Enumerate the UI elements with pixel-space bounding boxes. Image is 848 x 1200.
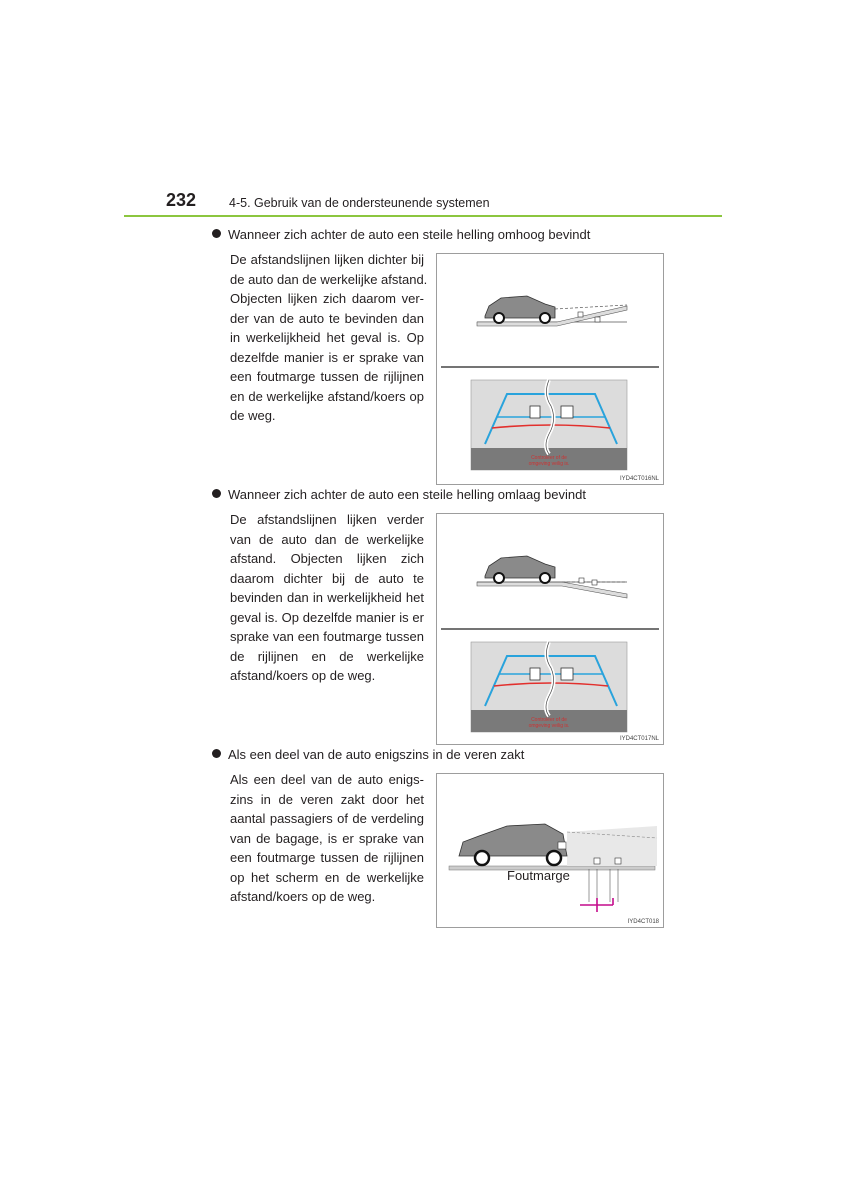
paragraph-suspension	[230, 770, 424, 907]
figure-code: IYD4CT017NL	[619, 736, 659, 742]
text-line: aantal passagiers of de verdeling	[230, 811, 424, 826]
bullet-heading-uphill	[212, 227, 590, 242]
slope-ground	[477, 582, 627, 598]
text-line: de rijlijnen en de werkelijke	[230, 648, 424, 664]
text-line: de weg.	[230, 408, 276, 423]
figure-downhill	[436, 513, 664, 745]
text-line: daarom dichter bij de auto te	[230, 570, 424, 586]
bullet-text: Als een deel van de auto enigszins in de veren zakt	[228, 747, 525, 762]
section-title: 4-5. Gebruik van de ondersteunende systemen	[229, 196, 490, 210]
text-line: Als een deel van de auto enigs-	[230, 772, 424, 787]
object-icon	[595, 317, 600, 322]
text-line: dezelfde manier is er sprake van	[230, 349, 424, 365]
suspension-illustration	[437, 774, 663, 927]
paragraph-uphill	[230, 250, 428, 426]
text-line: van de bagage, is er sprake van	[230, 830, 424, 846]
figure-uphill	[436, 253, 664, 485]
text-line: zins in de veren zakt door het	[230, 791, 424, 807]
text-line: geval is. Op dezelfde manier is er	[230, 609, 424, 625]
foutmarge-label: Foutmarge	[507, 868, 570, 883]
text-line: een foutmarge tussen de rijlijnen	[230, 850, 424, 865]
bullet-text: Wanneer zich achter de auto een steile helling omhoog bevindt	[228, 227, 591, 242]
page-number: 232	[166, 190, 197, 210]
bullet-icon	[212, 749, 221, 758]
text-line: sprake van een foutmarge tussen	[230, 629, 424, 644]
text-line: van de auto dan de werkelijke	[230, 531, 424, 547]
text-line: een foutmarge tussen de rijlijnen	[230, 369, 424, 384]
wheel-icon	[494, 573, 504, 583]
wheel-icon	[494, 313, 504, 323]
error-margin-bracket	[580, 898, 613, 912]
camera-view-area	[567, 826, 657, 866]
object-icon	[579, 578, 584, 583]
figure-code: IYD4CT016NL	[619, 476, 659, 482]
text-line: in werkelijkheid het geval is. Op	[230, 330, 424, 345]
wheel-icon	[540, 313, 550, 323]
bullet-icon	[212, 229, 221, 238]
figure-code: IYD4CT018	[627, 919, 659, 925]
text-line: De afstandslijnen lijken verder	[230, 512, 424, 527]
text-line: de auto dan de werkelijke afstand.	[230, 271, 428, 287]
bullet-text: Wanneer zich achter de auto een steile helling omlaag bevindt	[228, 487, 586, 502]
bullet-icon	[212, 489, 221, 498]
camera-icon	[558, 842, 566, 849]
bullet-heading-downhill	[212, 487, 586, 502]
screen-caption: omgeving veilig is.	[528, 461, 570, 467]
object-icon	[578, 312, 583, 317]
text-line: De afstandslijnen lijken dichter bij	[230, 252, 424, 267]
wheel-icon	[540, 573, 550, 583]
object-icon	[594, 858, 600, 864]
text-line: afstand/koers op de weg.	[230, 889, 376, 904]
object-icon	[592, 580, 597, 585]
wheel-icon	[547, 851, 561, 865]
wheel-icon	[475, 851, 489, 865]
text-line: afstand. Objecten lijken zich	[230, 551, 424, 566]
uphill-illustration	[437, 254, 663, 484]
text-line: bevinden dan in werkelijkheid het	[230, 590, 424, 605]
bullet-heading-suspension	[212, 747, 524, 762]
figure-suspension	[436, 773, 664, 928]
text-line: op het scherm en de werkelijke	[230, 869, 424, 885]
screen-caption: Controleer of de	[531, 455, 567, 461]
header-rule	[124, 215, 722, 217]
object-icon	[530, 406, 540, 418]
screen-caption: Controleer of de	[531, 717, 567, 723]
object-icon	[561, 406, 573, 418]
object-icon	[561, 668, 573, 680]
object-icon	[530, 668, 540, 680]
paragraph-downhill	[230, 510, 424, 686]
screen-caption: omgeving veilig is.	[528, 723, 570, 729]
text-line: afstand/koers op de weg.	[230, 668, 376, 683]
text-line: der van de auto te bevinden dan	[230, 310, 424, 326]
text-line: en de werkelijke afstand/koers op	[230, 388, 424, 404]
object-icon	[615, 858, 621, 864]
text-line: Objecten lijken zich daarom ver-	[230, 291, 424, 306]
downhill-illustration	[437, 514, 663, 744]
